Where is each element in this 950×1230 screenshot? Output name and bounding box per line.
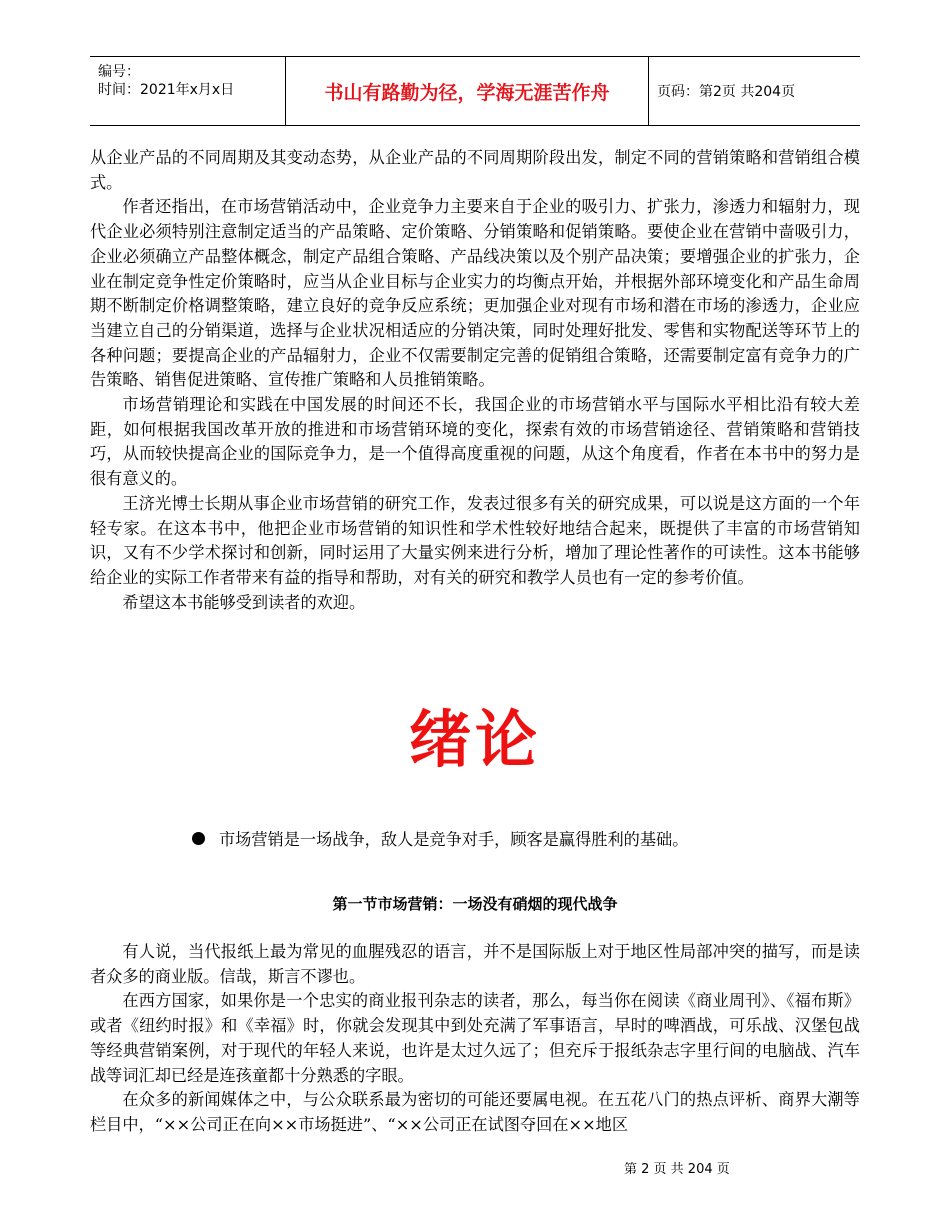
paragraph: 在西方国家，如果你是一个忠实的商业报刊杂志的读者，那么，每当你在阅读《商业周刊》、《福布斯》或者《纽约时报》和《幸福》时，你就会发现其中到处充满了军事语言，早时的啤酒战，可乐战、汉堡包战等经典营销案例，对于现代的年轻人来说，也许是太过久远了；但充斥于报纸杂志字里行间的电脑战、汽车战等词汇却已经是连孩童都十分熟悉的字眼。	[90, 991, 860, 1085]
bullet-dot-icon	[192, 832, 205, 845]
paragraph: 有人说，当代报纸上最为常见的血腥残忍的语言，并不是国际版上对于地区性局部冲突的描写，而是读者众多的商业版。信哉，斯言不谬也。	[90, 942, 860, 986]
section-title: 第一节市场营销：一场没有硝烟的现代战争	[332, 895, 618, 913]
page-header	[90, 56, 860, 126]
header-number-label: 编号：	[98, 64, 140, 80]
header-meta	[90, 57, 286, 125]
paragraph: 王济光博士长期从事企业市场营销的研究工作，发表过很多有关的研究成果，可以说是这方面的一个年轻专家。在这本书中，他把企业市场营销的知识性和学术性较好地结合起来，既提供了丰富的市场营销知识，又有不少学术探讨和创新，同时运用了大量实例来进行分析，增加了理论性著作的可读性。这本书能够给企业的实际工作者带来有益的指导和帮助，对有关的研究和教学人员也有一定的参考价值。	[90, 493, 860, 587]
chapter-title: 绪论	[408, 703, 541, 776]
bullet-text: 市场营销是一场战争，敌人是竞争对手，顾客是赢得胜利的基础。	[219, 830, 689, 849]
paragraph: 希望这本书能够受到读者的欢迎。	[122, 592, 366, 612]
header-time-label: 时间：2021年x月x日	[98, 82, 235, 98]
paragraph: 市场营销理论和实践在中国发展的时间还不长，我国企业的市场营销水平与国际水平相比沿有较大差距，如何根据我国改革开放的推进和市场营销环境的变化，探索有效的市场营销途径、营销策略和营销技巧，从而较快提高企业的国际竞争力，是一个值得高度重视的问题，从这个角度看，作者在本书中的努力是很有意义的。	[90, 395, 860, 489]
body-text-top	[90, 146, 860, 615]
paragraph: 从企业产品的不同周期及其变动态势，从企业产品的不同周期阶段出发，制定不同的营销策略和营销组合模式。	[90, 148, 860, 192]
header-motto: 书山有路勤为径，学海无涯苦作舟	[286, 57, 649, 125]
paragraph: 在众多的新闻媒体之中，与公众联系最为密切的可能还要属电视。在五花八门的热点评析、商界大潮等栏目中，“××公司正在向××市场挺进”、“××公司正在试图夺回在××地区	[90, 1090, 860, 1134]
page-footer: 第 2 页 共 204 页	[624, 1162, 730, 1177]
header-page-info: 页码：第2页 共204页	[657, 84, 796, 100]
bullet-point	[192, 826, 688, 850]
body-text-bottom	[90, 940, 860, 1138]
paragraph: 作者还指出，在市场营销活动中，企业竞争力主要来自于企业的吸引力、扩张力，渗透力和辐射力，现代企业必须特别注意制定适当的产品策略、定价策略、分销策略和促销策略。要使企业在营销中啬吸引力，企业必须确立产品整体概念，制定产品组合策略、产品线决策以及个别产品决策；要增强企业的扩张力，企业在制定竞争性定价策略时，应当从企业目标与企业实力的均衡点开始，并根据外部环境变化和产品生命周期不断制定价格调整策略，建立良好的竞争反应系统；更加强企业对现有市场和潜在市场的渗透力，企业应当建立自己的分销渠道，选择与企业状况相适应的分销决策，同时处理好批发、零售和实物配送等环节上的各种问题；要提高企业的产品辐射力，企业不仅需要制定完善的促销组合策略，还需要制定富有竞争力的广告策略、销售促进策略、宣传推广策略和人员推销策略。	[90, 197, 860, 390]
